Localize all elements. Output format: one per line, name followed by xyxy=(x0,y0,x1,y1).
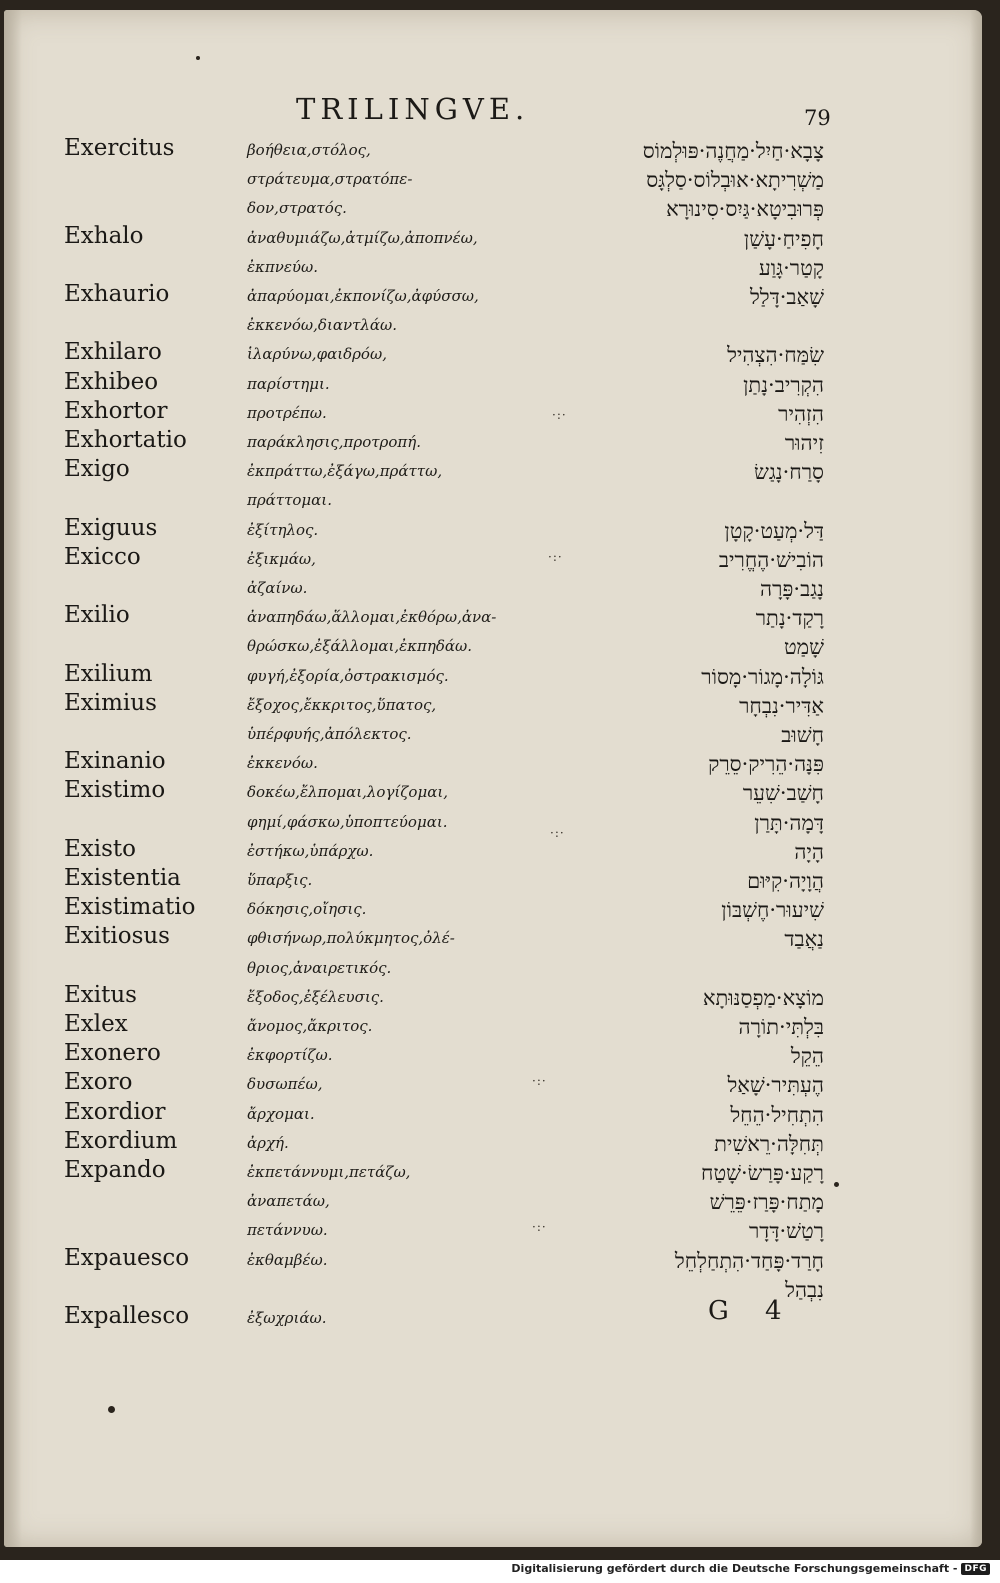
latin-headword: Exonero xyxy=(64,1040,161,1067)
hebrew-gloss: זִיהוּר xyxy=(784,431,824,455)
latin-headword: Exigo xyxy=(64,456,130,483)
greek-gloss: ἐκπετάννυμι,πετάζω, xyxy=(247,1163,411,1181)
page-number: 79 xyxy=(804,106,831,130)
latin-headword: Exhalo xyxy=(64,222,144,249)
greek-gloss: παρίστημι. xyxy=(247,374,330,393)
greek-gloss: φθισήνωρ,πολύκμητος,ὀλέ- xyxy=(247,929,455,948)
hebrew-gloss: הִקְרִיב·נָתַן xyxy=(743,372,824,397)
hebrew-gloss: מוֹצָא·מַפְסַנּוּתָא xyxy=(702,985,824,1010)
hebrew-gloss: נָגַב·פָּרָה xyxy=(760,577,824,601)
greek-gloss: ὑπέρφυής,ἀπόλεκτος. xyxy=(247,725,412,743)
greek-gloss: ἀρχή. xyxy=(247,1133,289,1152)
greek-gloss: ἀναπετάω, xyxy=(247,1192,330,1211)
ink-speck xyxy=(108,1406,115,1413)
printer-mark: ·:· xyxy=(550,826,565,840)
latin-headword: Expando xyxy=(64,1157,166,1183)
hebrew-gloss: שָׁמַט xyxy=(783,635,824,660)
printer-mark: ·:· xyxy=(532,1220,547,1234)
greek-gloss: ἄρχομαι. xyxy=(247,1104,315,1123)
latin-headword: Exhibeo xyxy=(64,368,159,395)
page-edge-shadow xyxy=(970,10,982,1547)
latin-headword: Expauesco xyxy=(64,1244,190,1271)
greek-gloss: ὕπαρξις. xyxy=(247,871,313,889)
greek-gloss: δυσωπέω, xyxy=(247,1075,323,1094)
greek-gloss: ἀπαρύομαι,ἐκπονίζω,ἀφύσσω, xyxy=(247,287,479,305)
greek-gloss: ἀζαίνω. xyxy=(247,579,308,597)
latin-headword: Exordior xyxy=(64,1098,166,1125)
ink-speck xyxy=(834,1182,839,1187)
book-page xyxy=(4,10,982,1547)
hebrew-gloss: חָרַד·פָּחַד·הִתְחַלְחֵל xyxy=(674,1248,824,1273)
hebrew-gloss: צָבָא·חַיִל·מַחֲנֶה·פּוּלְמוֹס xyxy=(642,139,824,163)
greek-gloss: ἐξίτηλος. xyxy=(247,520,319,539)
hebrew-gloss: פִּנָּה·הֵרִיק·סֵרֵק xyxy=(708,752,824,777)
latin-headword: Existo xyxy=(64,835,137,862)
printer-mark: ·:· xyxy=(552,408,567,422)
hebrew-gloss: נִבְהַל xyxy=(785,1277,824,1302)
greek-gloss: ἔξοδος,ἐξέλευσις. xyxy=(247,987,384,1006)
greek-gloss: βοήθεια,στόλος, xyxy=(247,141,371,159)
latin-headword: Exhortor xyxy=(64,397,168,424)
greek-gloss: δόκησις,οἴησις. xyxy=(247,900,367,919)
latin-headword: Existimo xyxy=(64,777,166,804)
hebrew-gloss: נַאֲבַד xyxy=(784,927,824,952)
hebrew-gloss: הָיָה xyxy=(794,839,824,864)
greek-gloss: ἐστήκω,ὑπάρχω. xyxy=(247,841,374,860)
greek-gloss: ἐκπράττω,ἐξάγω,πράττω, xyxy=(247,462,443,481)
greek-gloss: ἀναθυμιάζω,ἀτμίζω,ἀποπνέω, xyxy=(247,228,478,247)
hebrew-gloss: הִזְהִיר xyxy=(778,401,824,426)
greek-gloss: φυγή,ἐξορία,ὀστρακισμός. xyxy=(247,666,449,685)
digitization-footer xyxy=(511,1562,990,1575)
hebrew-gloss: גּוֹלָה·מָגוֹר·מָסוֹר xyxy=(701,664,824,689)
greek-gloss: ἱλαρύνω,φαιδρόω, xyxy=(247,345,387,364)
hebrew-gloss: רָקַע·פָּרַשׂ·שָׁטַח xyxy=(701,1161,824,1185)
greek-gloss: ἐξικμάω, xyxy=(247,549,316,568)
latin-headword: Exoro xyxy=(64,1069,133,1096)
printer-mark: ·:· xyxy=(532,1074,547,1088)
greek-gloss: ἐκφορτίζω. xyxy=(247,1046,333,1065)
signature-mark: G 4 xyxy=(708,1296,796,1326)
printer-mark: ·:· xyxy=(548,550,563,564)
latin-headword: Exlex xyxy=(64,1011,128,1037)
ink-speck xyxy=(196,56,200,60)
hebrew-gloss: הֲוָיָה·קִיּוּם xyxy=(747,869,824,893)
greek-gloss: δοκέω,ἔλπομαι,λογίζομαι, xyxy=(247,783,448,802)
greek-gloss: δον,στρατός. xyxy=(247,199,347,218)
latin-headword: Existimatio xyxy=(64,894,196,921)
latin-headword: Exhilaro xyxy=(64,339,162,366)
greek-gloss: πετάννυω. xyxy=(247,1221,328,1240)
latin-headword: Exinanio xyxy=(64,748,166,775)
hebrew-gloss: מָתַח·פָּרַז·פֵּרֵשׁ xyxy=(709,1190,824,1215)
greek-gloss: ἔξοχος,ἔκκριτος,ὕπατος, xyxy=(247,695,437,714)
hebrew-gloss: רָקַד·נָתַר xyxy=(755,606,824,631)
hebrew-gloss: אַדִּיר·נִבְחָר xyxy=(739,693,824,718)
latin-headword: Eximius xyxy=(64,689,157,716)
hebrew-gloss: שִׁיעוּר·חֶשְׁבּוֹן xyxy=(721,898,824,923)
hebrew-gloss: הֵקֵל xyxy=(790,1044,824,1069)
latin-headword: Exercitus xyxy=(64,135,175,161)
greek-gloss: παράκλησις,προτροπή. xyxy=(247,433,422,451)
latin-headword: Exicco xyxy=(64,543,141,570)
greek-gloss: φημί,φάσκω,ὑποπτεύομαι. xyxy=(247,812,448,831)
greek-gloss: θρώσκω,ἐξάλλομαι,ἐκπηδάω. xyxy=(247,637,473,656)
hebrew-gloss: חָפִיחַ·עָשַׁן xyxy=(743,226,824,251)
latin-headword: Exitus xyxy=(64,981,137,1008)
hebrew-gloss: תְּחִלָּה·רֵאשִׁית xyxy=(714,1131,824,1156)
hebrew-gloss: שִׂמַּח·הִצְהִיל xyxy=(727,343,824,368)
latin-headword: Expallesco xyxy=(64,1303,190,1329)
latin-headword: Exhaurio xyxy=(64,281,170,307)
latin-headword: Existentia xyxy=(64,865,181,891)
hebrew-gloss: דָּמָה·תָּרַן xyxy=(754,810,824,835)
latin-headword: Exitiosus xyxy=(64,923,170,950)
greek-gloss: στράτευμα,στρατόπε- xyxy=(247,170,413,189)
hebrew-gloss: מַשְׁרִיתָא·אוּבְלוֹס·סַלְגָּס xyxy=(646,168,824,193)
hebrew-gloss: הֶעְתִּיר·שָׁאַל xyxy=(727,1073,824,1098)
greek-gloss: προτρέπω. xyxy=(247,403,327,422)
hebrew-gloss: חָשׁוּב xyxy=(781,723,824,747)
hebrew-gloss: פְּרוּבִיטָא·גַּיִס·סִינוּרָא xyxy=(666,197,824,222)
page-gutter-shadow xyxy=(4,10,22,1547)
hebrew-gloss: הִתְחִיל·הֵחֵל xyxy=(730,1102,824,1127)
hebrew-gloss: סָרַח·נָגַשׂ xyxy=(754,460,824,485)
hebrew-gloss: הוֹבִישׁ·הֶחֱרִיב xyxy=(718,547,824,572)
hebrew-gloss: קָטַר·גָּוַע xyxy=(758,255,824,280)
hebrew-gloss: דַּל·מְעַט·קָטָן xyxy=(724,518,824,543)
greek-gloss: ἐξωχριάω. xyxy=(247,1309,327,1327)
hebrew-gloss: רָטַשׁ·דָּדָר xyxy=(748,1219,824,1244)
latin-headword: Exiguus xyxy=(64,514,158,541)
greek-gloss: θριος,ἀναιρετικός. xyxy=(247,958,392,977)
dfg-logo-icon: DFG xyxy=(961,1563,990,1575)
hebrew-gloss: שָׁאַב·דָּלַל xyxy=(749,285,824,309)
footer-credit: Digitalisierung gefördert durch die Deutsche Forschungsgemeinschaft - xyxy=(511,1562,958,1575)
hebrew-gloss: חָשַׁב·שִׁעֵר xyxy=(742,781,824,806)
hebrew-gloss: בִּלְתִּי·תוֹרָה xyxy=(738,1015,824,1039)
running-head: TRILINGVE. xyxy=(296,92,530,126)
greek-gloss: πράττομαι. xyxy=(247,491,332,510)
greek-gloss: ἐκθαμβέω. xyxy=(247,1250,328,1269)
latin-headword: Exilio xyxy=(64,602,130,629)
greek-gloss: ἀναπηδάω,ἅλλομαι,ἐκθόρω,ἀνα- xyxy=(247,608,497,627)
latin-headword: Exilium xyxy=(64,660,153,687)
greek-gloss: ἐκκενόω. xyxy=(247,754,318,773)
greek-gloss: ἄνομος,ἄκριτος. xyxy=(247,1017,373,1035)
greek-gloss: ἐκκενόω,διαντλάω. xyxy=(247,316,398,335)
latin-headword: Exhortatio xyxy=(64,427,187,453)
greek-gloss: ἐκπνεύω. xyxy=(247,257,319,276)
latin-headword: Exordium xyxy=(64,1127,178,1154)
